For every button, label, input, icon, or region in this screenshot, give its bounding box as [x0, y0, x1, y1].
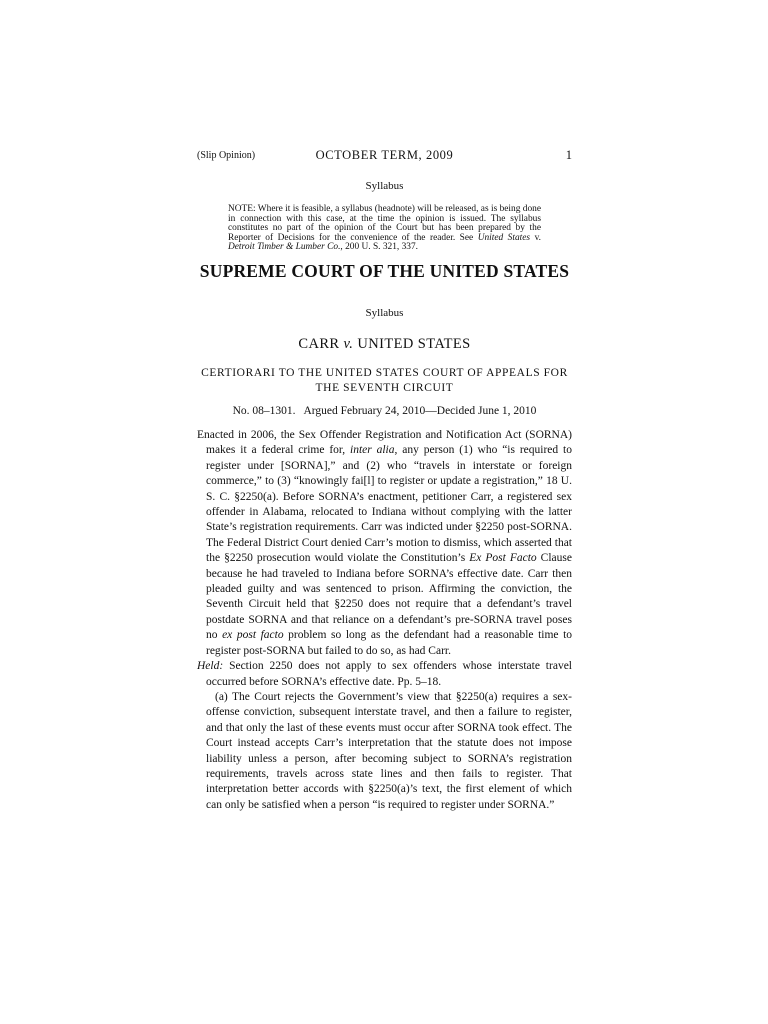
holding-a-paragraph: (a) The Court rejects the Government’s view that §2250(a) requires a sex-offense conviction, subsequent interstate travel, and then a failure to register, and that only the last of these events must occur after SORNA took effect. The Court instead accepts Carr’s interpretation that the statute does not impose liability unless a person, after becoming subject to SORNA’s registration requirements, travels across state lines and then fails to register. That interpretation better accords with §2250(a)’s text, the first element of which can only be satisfied when a person “is required to register under SORNA.” — [206, 690, 572, 811]
para1-text-a: Enacted in 2006, the Sex Offender Registration and Notification Act (SORNA) makes it a federal crime for, — [197, 429, 572, 457]
para1-text-d: problem so long as the defendant had a reasonable time to register post-SORNA but failed to do so, as had Carr. — [206, 629, 573, 657]
term-label: OCTOBER TERM, 2009 — [315, 148, 454, 162]
para1-text-c: Clause because he had traveled to Indiana before SORNA’s effective date. Carr then pleaded guilty and was sentenced to prison. Affirming the conviction, the Seventh Circuit held that §2250 does not require that a defendant’s travel postdate SORNA and that reliance on a defendant’s pre-SORNA travel poses no — [206, 552, 572, 642]
docket-line: No. 08–1301. Argued February 24, 2010—Decided June 1, 2010 — [232, 405, 537, 417]
certiorari-heading — [197, 366, 572, 396]
background-paragraph — [197, 428, 572, 659]
para1-italic-b: Ex Post Facto — [469, 552, 537, 565]
case-caption — [197, 336, 572, 353]
certiorari-line2: THE SEVENTH CIRCUIT — [315, 382, 454, 394]
note-body: NOTE: Where it is feasible, a syllabus (headnote) will be released, as is being done in connection with this case, at the time the opinion is issued. The syllabus constitutes no part of the opinion of the Court but has been prepared by the Reporter of Decisions for the convenience of the reader. See — [228, 204, 541, 243]
syllabus-body — [197, 428, 572, 813]
caption-v: v. — [343, 336, 354, 352]
para1-text-b: , any person (1) who “is required to register under [SORNA],” and (2) who “travels in interstate or foreign commerce,” to (3) “knowingly fai[l] to register or update a registration,” 18 U. S. C. §2250(a). Before SORNA’s enactment, petitioner Carr, a registered sex offender in Alabama, relocated to Indiana without complying with the latter State’s registration requirements. Carr was indicted under §2250 post-SORNA. The Federal District Court denied Carr’s motion to dismiss, which asserted that the §2250 prosecution would violate the Constitution’s — [206, 444, 572, 565]
held-text: Section 2250 does not apply to sex offenders whose interstate travel occurred before SORNA’s effective date. Pp. 5–18. — [206, 660, 572, 688]
note-citation-party1: United States — [477, 232, 531, 243]
caption-party1: CARR — [298, 336, 340, 352]
slip-opinion-label: (Slip Opinion) — [197, 150, 256, 161]
held-paragraph — [197, 659, 572, 690]
reporter-note — [228, 205, 541, 253]
note-text — [228, 205, 541, 253]
certiorari-line1: CERTIORARI TO THE UNITED STATES COURT OF APPEALS FOR — [201, 367, 568, 379]
page-number: 1 — [565, 148, 572, 162]
note-citation-tail: , 200 U. S. 321, 337. — [340, 242, 419, 252]
note-citation-v: v. — [530, 232, 541, 243]
caption-party2: UNITED STATES — [357, 336, 471, 352]
court-title: SUPREME COURT OF THE UNITED STATES — [199, 261, 570, 281]
syllabus-label: Syllabus — [365, 307, 404, 319]
para1-italic-c: ex post facto — [222, 629, 284, 642]
syllabus-label-top: Syllabus — [365, 180, 404, 192]
para1-italic-a: inter alia — [350, 444, 395, 457]
page-header — [197, 148, 572, 164]
note-citation-party2: Detroit Timber & Lumber Co. — [228, 242, 341, 252]
held-label: Held: — [197, 660, 224, 673]
